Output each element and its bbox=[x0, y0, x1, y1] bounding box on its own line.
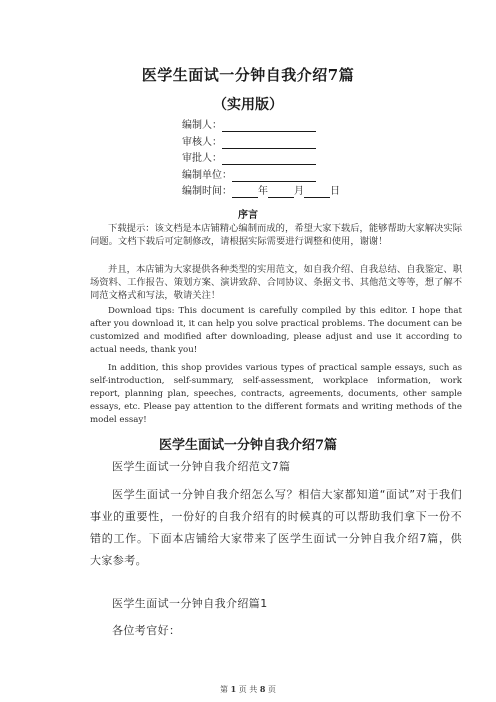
footer-prefix: 第 bbox=[220, 685, 229, 694]
meta-approver bbox=[182, 153, 316, 165]
preface-en-paragraph-1: Download tips: This document is carefully compiled by this editor. I hope that after you download it, it can help you solve practical problems. The document can be customized and modified after downloading, please adjust and use it according to actual needs, thank you! bbox=[90, 306, 462, 355]
meta-time-label: 编制时间： bbox=[182, 186, 232, 197]
meta-editor-blank bbox=[222, 121, 316, 132]
meta-month-label: 月 bbox=[294, 186, 304, 197]
footer-total-pages: 8 bbox=[259, 684, 266, 694]
meta-month-blank bbox=[268, 187, 294, 198]
meta-approver-blank bbox=[222, 154, 316, 165]
meta-reviewer-label: 审核人： bbox=[182, 137, 222, 148]
main-heading: 医学生面试一分钟自我介绍7篇 bbox=[158, 438, 338, 453]
document-title: 医学生面试一分钟自我介绍7篇 bbox=[141, 66, 355, 84]
footer-middle: 页 共 bbox=[238, 685, 258, 694]
footer-page-number: 1 bbox=[230, 684, 237, 694]
meta-approver-label: 审批人： bbox=[182, 153, 222, 164]
main-line-2: 医学生面试一分钟自我介绍篇1 bbox=[112, 597, 268, 610]
document-subtitle: （实用版） bbox=[213, 97, 283, 113]
meta-day-label: 日 bbox=[330, 186, 340, 197]
meta-unit-blank bbox=[232, 171, 316, 182]
meta-year-blank bbox=[232, 187, 258, 198]
main-line-3: 各位考官好： bbox=[112, 624, 181, 637]
preface-title: 序言 bbox=[238, 210, 258, 221]
preface-en-paragraph-2: In addition, this shop provides various types of practical sample essays, such as self-introduction, self-summary, self-assessment, workplace information, work report, planning plan, speeches, contracts, agreements, documents, other sample essays, etc. Please pay attention to the different formats and writing methods of the model essay! bbox=[90, 363, 462, 425]
meta-time bbox=[182, 186, 340, 198]
meta-day-blank bbox=[304, 187, 330, 198]
meta-reviewer bbox=[182, 137, 316, 149]
meta-year-label: 年 bbox=[258, 186, 268, 197]
page-footer bbox=[0, 684, 496, 695]
meta-reviewer-blank bbox=[222, 138, 316, 149]
main-paragraph-1: 医学生面试一分钟自我介绍怎么写？相信大家都知道“面试”对于我们事业的重要性，一份好的自我介绍有的时候真的可以帮助我们拿下一份不错的工作。下面本店铺给大家带来了医学生面试一分钟自我介绍7篇，供大家参考。 bbox=[90, 488, 462, 567]
meta-unit-label: 编制单位： bbox=[182, 170, 232, 181]
main-line-1: 医学生面试一分钟自我介绍范文7篇 bbox=[112, 460, 291, 473]
preface-cn-paragraph-2: 并且，本店铺为大家提供各种类型的实用范文，如自我介绍、自我总结、自我鉴定、职场资料、工作报告、策划方案、演讲致辞、合同协议、条据文书、其他范文等等，想了解不同范文格式和写法，敬请关注！ bbox=[90, 264, 462, 301]
footer-suffix: 页 bbox=[267, 685, 276, 694]
meta-editor-label: 编制人： bbox=[182, 120, 222, 131]
preface-cn-paragraph-1: 下载提示：该文档是本店铺精心编制而成的，希望大家下载后，能够帮助大家解决实际问题。文档下载后可定制修改，请根据实际需要进行调整和使用，谢谢！ bbox=[90, 223, 462, 247]
meta-unit bbox=[182, 170, 316, 182]
meta-editor bbox=[182, 120, 316, 132]
